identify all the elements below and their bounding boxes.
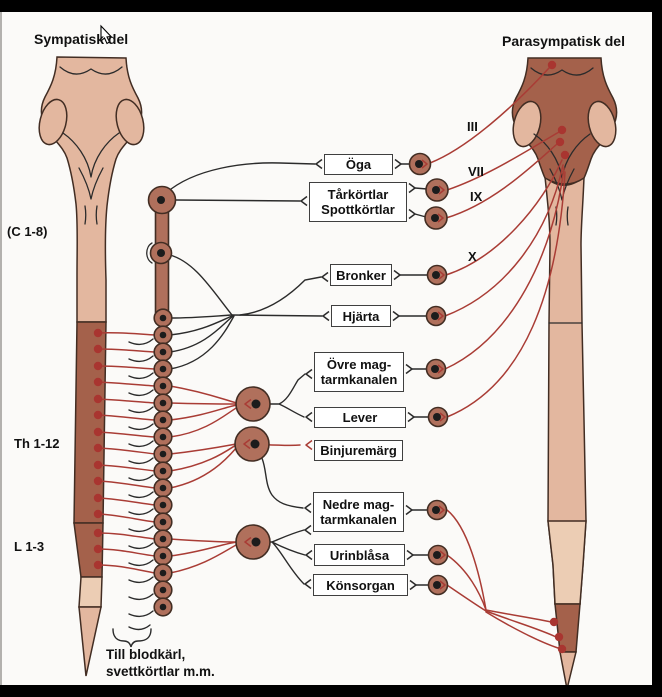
- sympathetic-chain: [147, 187, 176, 616]
- organ-box-oga: [324, 154, 393, 175]
- frame-right: [652, 0, 662, 697]
- spine-label-cervical: (C 1-8): [7, 224, 48, 239]
- organ-box-nedre-mag: [313, 492, 404, 532]
- organ-box-hjarta: [331, 305, 391, 327]
- frame-bottom: [0, 685, 662, 697]
- organ-box-label: Öga: [345, 157, 372, 172]
- title-sympathetic: Sympatisk del: [34, 31, 129, 47]
- title-parasympathetic: Parasympatisk del: [502, 33, 625, 49]
- organ-box-label: tarmkanalen: [320, 512, 397, 527]
- spinal-cord-red-dots: [94, 329, 102, 569]
- organ-box-label: Hjärta: [342, 308, 380, 324]
- organ-box-label: Lever: [342, 410, 378, 425]
- organ-box-bronker: [330, 264, 392, 286]
- organ-box-ovre-mag: [314, 352, 404, 392]
- organ-box-label: Nedre mag-: [322, 497, 395, 512]
- organ-box-lever: [314, 407, 406, 428]
- organ-box-label: Könsorgan: [326, 577, 395, 593]
- organ-box-binjuremarg: [314, 440, 403, 461]
- organ-box-label: Övre mag-: [326, 357, 392, 372]
- sympathetic-cord: [35, 57, 148, 676]
- organ-box-urinblasa: [314, 544, 405, 566]
- frame-left-edge: [0, 12, 2, 685]
- organ-box-label: Tårkörtlar: [327, 187, 389, 202]
- organ-box-tarkortlar-spottkortlar: [309, 182, 407, 222]
- parasympathetic-red-lines: [430, 68, 565, 648]
- footnote-line-1: Till blodkärl,: [106, 647, 186, 662]
- organ-box-label: Spottkörtlar: [321, 202, 395, 217]
- parasympathetic-ganglia: [410, 154, 449, 595]
- spine-label-thoracic: Th 1-12: [14, 436, 60, 451]
- cranial-nerve-label-vii: VII: [468, 164, 484, 179]
- cranial-nerve-label-x: X: [468, 249, 477, 264]
- chain-ganglia: [154, 309, 172, 616]
- organ-box-konsorgan: [313, 574, 408, 596]
- footnote-line-2: svettkörtlar m.m.: [106, 664, 215, 679]
- organ-box-label: Urinblåsa: [329, 547, 390, 563]
- cranial-nerve-label-iii: III: [467, 119, 478, 134]
- frame-top: [0, 0, 662, 12]
- footnote: [106, 646, 215, 680]
- organ-box-label: Bronker: [336, 267, 386, 283]
- spine-label-lumbar: L 1-3: [14, 539, 45, 554]
- organ-box-label: tarmkanalen: [320, 372, 398, 387]
- underbrace: [113, 629, 151, 647]
- sympathetic-black-lines: [166, 163, 322, 584]
- cranial-nerve-label-ix: IX: [470, 189, 483, 204]
- collateral-ganglia: [235, 387, 270, 559]
- organ-box-label: Binjuremärg: [320, 443, 397, 458]
